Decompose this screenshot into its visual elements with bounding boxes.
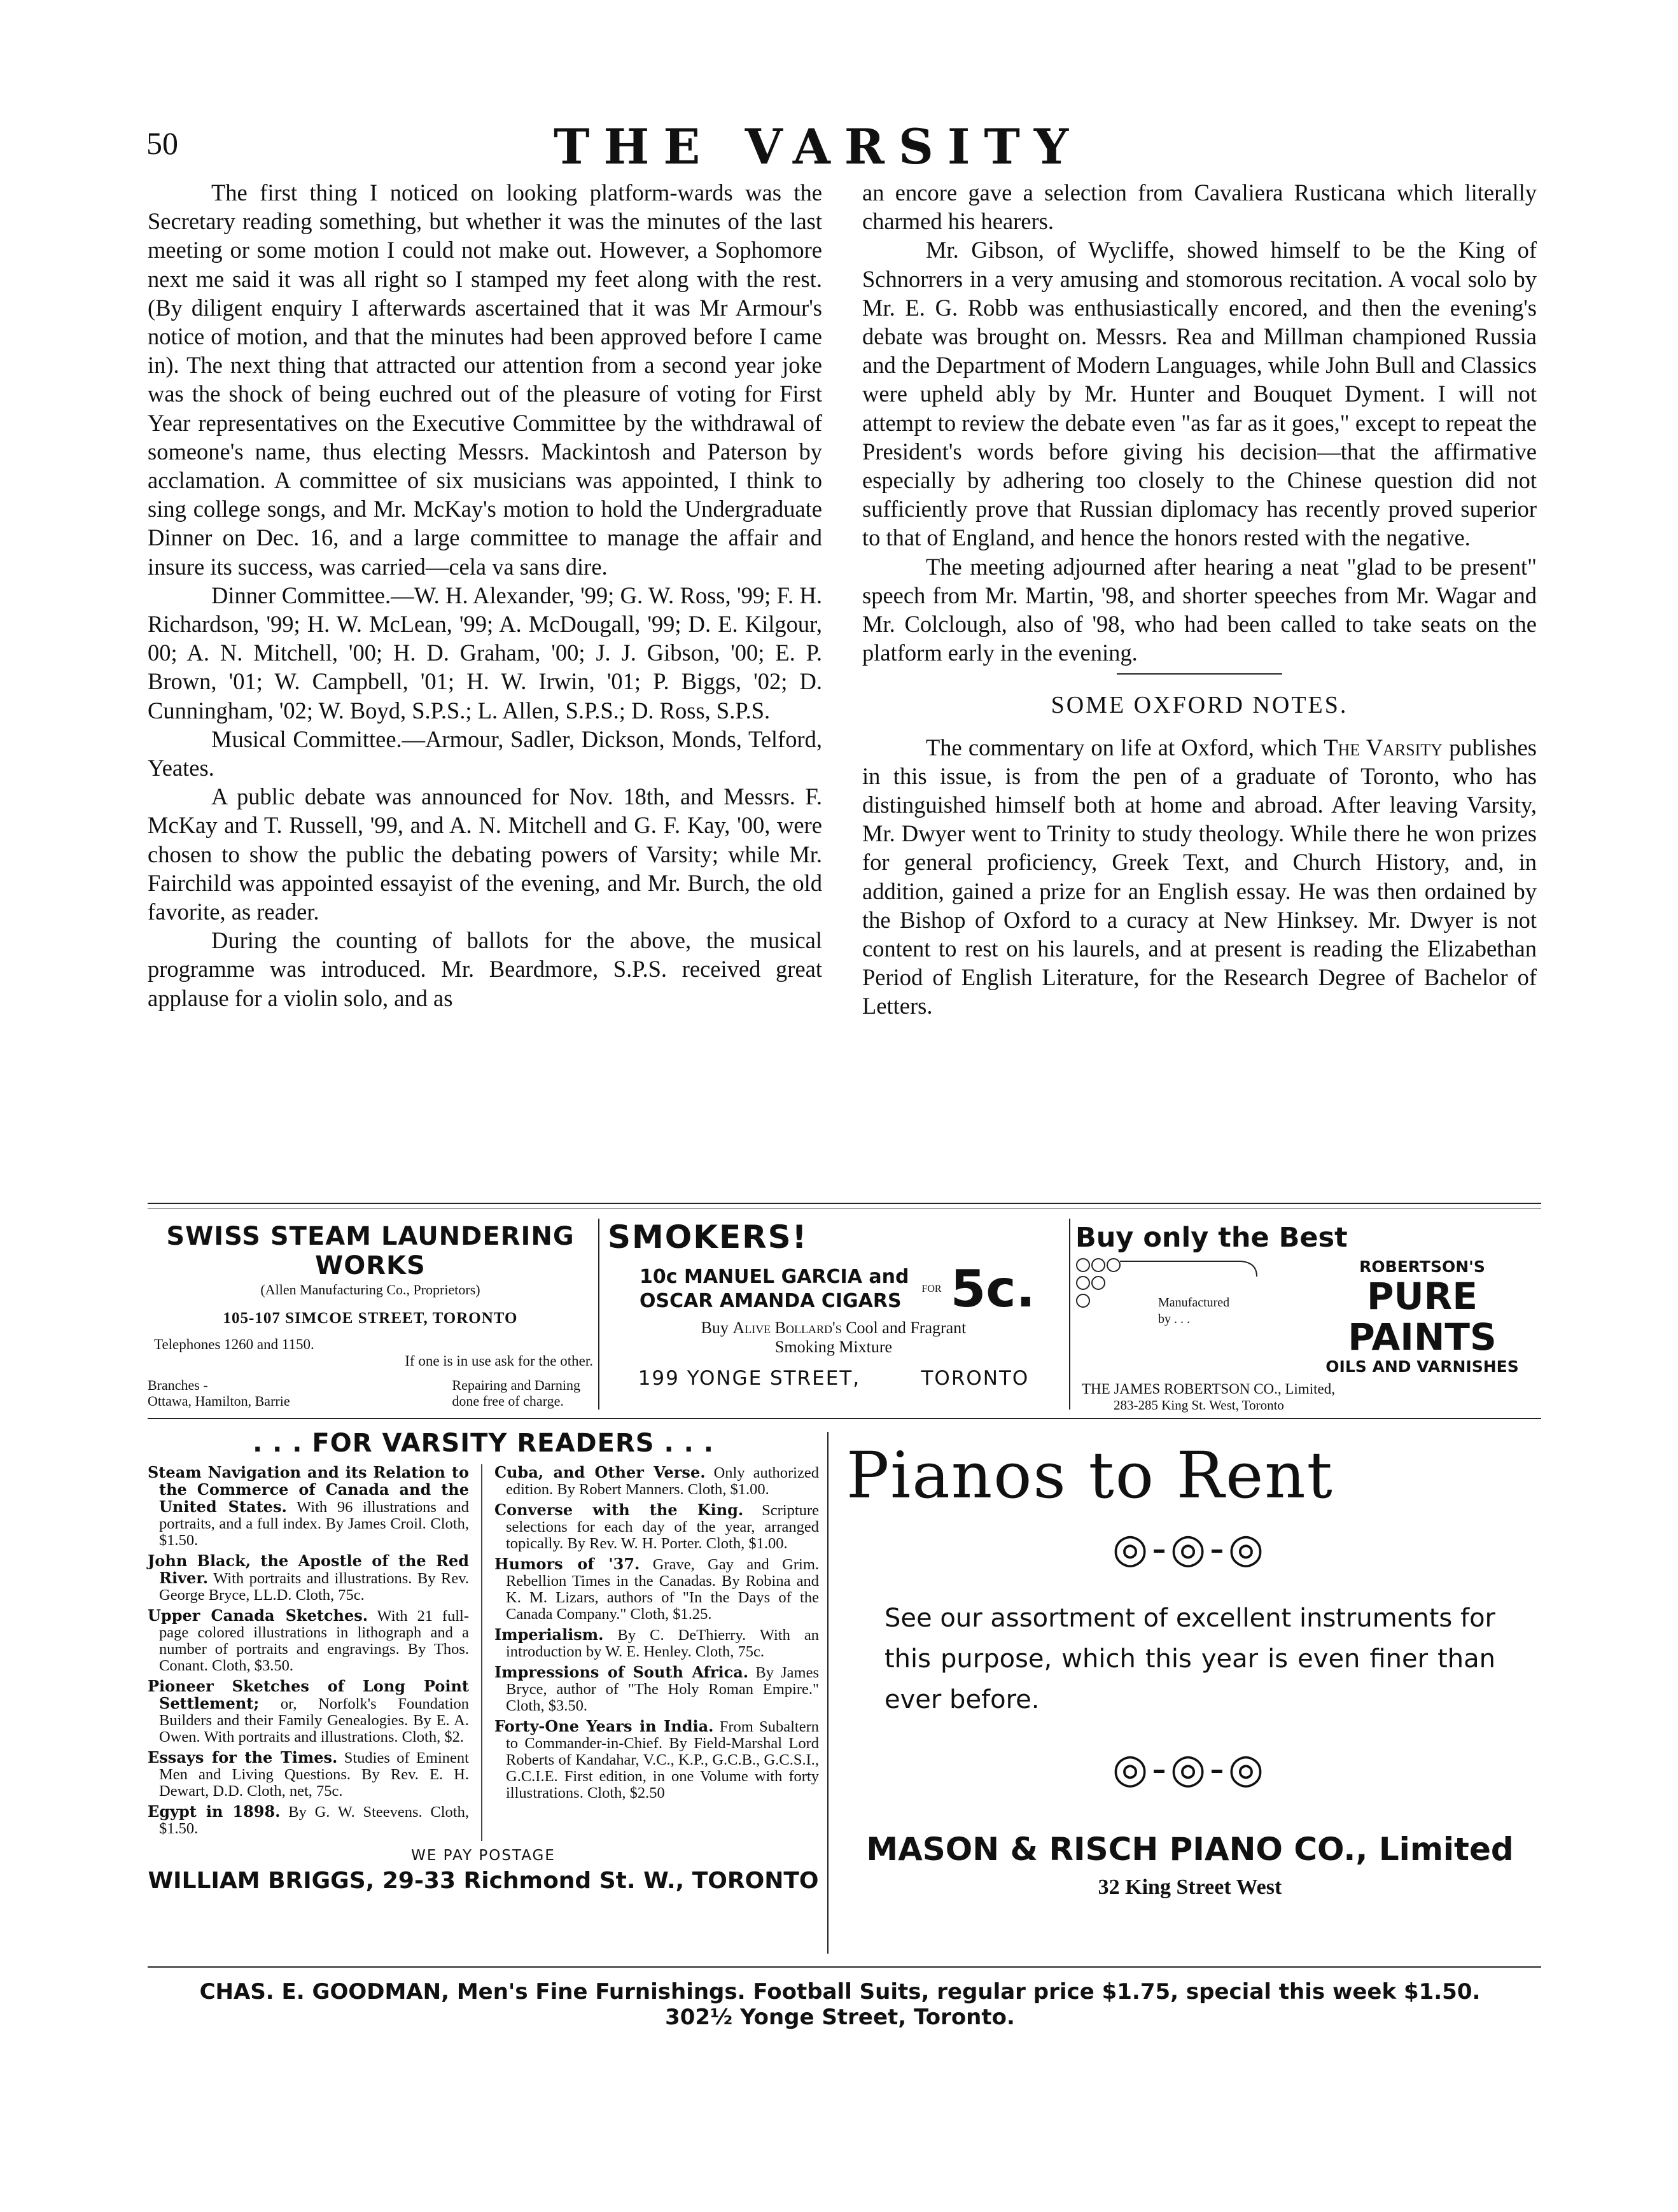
paragraph: Mr. Gibson, of Wycliffe, showed himself to be the King of Schnorrers in a very amusing and stomorous recitation. A vocal solo by Mr. E. G. Robb was enthusiastically encored, and then the evening's debate was brought on. Messrs. Rea and Millman championed Russia and the Department of Modern Languages, while John Bull and Classics were upheld ably by Mr. Hunter and Bouquet Dyment. I will not attempt to review the debate even "as far as it goes," except to repeat the President's words before giving his decision—that the affirmative especially by adhering too closely to the Chinese question did not sufficiently prove that Russian diplomacy has recently proved superior to that of England, and hence the honors rested with the negative. bbox=[862, 237, 1537, 551]
ad-pianos bbox=[840, 1438, 1540, 1900]
book-entry bbox=[494, 1718, 819, 1802]
company: MASON & RISCH PIANO CO., Limited bbox=[866, 1831, 1514, 1868]
paragraph: A public debate was announced for Nov. 18th, and Messrs. F. McKay and T. Russell, '99, and A. N. Mitchell and G. F. Kay, '00, were chosen to show the public the debating powers of Varsity; while Mr. Fairchild was appointed essayist of the evening, and Mr. Burch, the old favorite, as reader. bbox=[148, 783, 822, 925]
book-list-left bbox=[148, 1464, 469, 1841]
book-title: Steam Navigation and its Relation to the Commerce of Canada and the United States. bbox=[148, 1463, 469, 1516]
book-title: Pioneer Sketches of Long Point Settlement; bbox=[148, 1677, 469, 1712]
book-title: Forty-One Years in India. bbox=[494, 1717, 714, 1735]
masthead: THE VARSITY bbox=[554, 118, 1083, 175]
book-entry bbox=[494, 1627, 819, 1660]
text-span: publishes in this issue, is from the pen of a graduate of Toronto, who has distinguished himself both at home and abroad. After leaving Varsity, Mr. Dwyer went to Trinity to study theology. While there he won prizes for general proficiency, Greek Text, and Church History, and, in addition, gained a prize for an English essay. He was then ordained by the Bishop of Oxford to a curacy at New Hinksey. Mr. Dwyer is not content to rest on his laurels, and at present is reading the Elizabethan Period of English Literature, for the Research Degree of Bachelor of Letters. bbox=[862, 734, 1537, 1019]
book-title: Imperialism. bbox=[494, 1625, 604, 1644]
branches-label: Branches - bbox=[148, 1377, 208, 1393]
postage-note: WE PAY POSTAGE bbox=[411, 1847, 556, 1864]
book-title: Egypt in 1898. bbox=[148, 1802, 281, 1821]
address: 32 King Street West bbox=[1098, 1875, 1282, 1899]
mixture-name: Smoking Mixture bbox=[774, 1338, 893, 1356]
book-entry bbox=[148, 1803, 469, 1837]
book-entry bbox=[148, 1749, 469, 1800]
product: PURE PAINTS bbox=[1348, 1275, 1497, 1359]
ad-repair bbox=[452, 1377, 593, 1409]
book-entry bbox=[148, 1553, 469, 1604]
paragraph: The first thing I noticed on looking platform-wards was the Secretary reading something, but whether it was the minutes of the last meeting or some motion I could not make out. However, a Sophomore next me said it was all right so I stamped my feet along with the rest. (By diligent enquiry I afterwards ascertained that it was Mr Armour's notice of motion, and that the minutes had been approved before I came in). The next thing that attracted our attention from a second year joke was the shock of being euchred out of the pleasure of voting for First Year representatives on the Executive Committee by the withdrawal of someone's name, thus electing Messrs. Mackintosh and Paterson by acclamation. A committee of six musicians was appointed, I think to sing college songs, and Mr. McKay's motion to hold the Undergraduate Dinner on Dec. 16, and a large committee to manage the affair and insure its success, was carried—cela va sans dire. bbox=[148, 179, 822, 580]
ad-subtitle: (Allen Manufacturing Co., Proprietors) bbox=[260, 1282, 480, 1298]
ad-band-bottom-rule bbox=[148, 1966, 1541, 1968]
book-description: Only authorized edition. By Robert Manners. Cloth, $1.00. bbox=[506, 1464, 819, 1498]
paragraph: an encore gave a selection from Cavaliera Rusticana which literally charmed his hearers. bbox=[862, 179, 1537, 235]
ad-title: Buy only the Best bbox=[1075, 1222, 1348, 1254]
paragraph: Dinner Committee.—W. H. Alexander, '99; G. W. Ross, '99; F. H. Richardson, '99; H. W. McLean, '99; A. McDougall, '99; D. E. Kilgour, 00; A. N. Mitchell, '00; H. D. Graham, '00; J. J. Gibson, '00; E. P. Brown, '01; W. Campbell, '01; H. W. Irwin, '01; P. Biggs, '02; D. Cunningham, '02; W. Boyd, S.P.S.; L. Allen, S.P.S.; D. Ross, S.P.S. bbox=[148, 582, 822, 724]
ad-body: See our assortment of excellent instruments for this purpose, which this year is even finer than ever before. bbox=[884, 1604, 1495, 1714]
city: TORONTO bbox=[921, 1367, 1030, 1390]
ad-note: If one is in use ask for the other. bbox=[405, 1353, 593, 1369]
book-description: Studies of Eminent Men and Living Questions. By Rev. E. H. Dewart, D.D. Cloth, net, 75c. bbox=[159, 1749, 469, 1800]
repair-line: Repairing and Darning bbox=[452, 1377, 580, 1393]
ornament-icon: ◎-◎-◎ bbox=[1112, 1525, 1268, 1572]
article-column-right bbox=[862, 178, 1537, 1021]
paragraph: Musical Committee.—Armour, Sadler, Dickson, Monds, Telford, Yeates. bbox=[148, 725, 822, 781]
section-rule bbox=[1117, 673, 1282, 675]
book-entry bbox=[148, 1678, 469, 1746]
book-description: or, Norfolk's Foundation Builders and their Family Genealogies. By E. A. Owen. With portraits and illustrations. Cloth, $2. bbox=[159, 1695, 469, 1746]
ad-divider bbox=[1069, 1219, 1070, 1410]
ad-address: 105-107 SIMCOE STREET, TORONTO bbox=[223, 1310, 518, 1327]
ad-line: CHAS. E. GOODMAN, Men's Fine Furnishings. Football Suits, regular price $1.75, special this week $1.50. bbox=[199, 1979, 1481, 2005]
ad-line: 302½ Yonge Street, Toronto. bbox=[665, 2005, 1015, 2030]
price: 5c. bbox=[950, 1259, 1036, 1319]
ad-branches bbox=[148, 1377, 290, 1409]
book-title: John Black, the Apostle of the Red River. bbox=[148, 1551, 469, 1587]
ornament-icon: ◎-◎-◎ bbox=[1112, 1746, 1268, 1793]
book-title: Upper Canada Sketches. bbox=[148, 1606, 368, 1625]
branches-list: Ottawa, Hamilton, Barrie bbox=[148, 1393, 290, 1409]
address: 283-285 King St. West, Toronto bbox=[1114, 1397, 1284, 1413]
book-entry bbox=[148, 1607, 469, 1674]
repair-line: done free of charge. bbox=[452, 1393, 564, 1409]
ad-briggs-books bbox=[148, 1429, 819, 1894]
ad-divider bbox=[598, 1219, 599, 1410]
ad-title: SWISS STEAM LAUNDERING WORKS bbox=[166, 1222, 575, 1280]
book-description: Grave, Gay and Grim. Rebellion Times in the Canadas. By Robina and K. M. Lizars, authors of "In the Days of the Canada Company." Cloth, $1.25. bbox=[506, 1556, 820, 1623]
book-title: Humors of '37. bbox=[494, 1555, 640, 1573]
book-description: By James Bryce, author of "The Holy Roman Empire." Cloth, $3.50. bbox=[506, 1664, 820, 1714]
book-entry bbox=[494, 1664, 819, 1714]
book-description: With 21 full-page colored illustrations in lithograph and a number of portraits and engravings. By Thos. Conant. Cloth, $3.50. bbox=[159, 1607, 469, 1674]
list-divider bbox=[481, 1464, 482, 1841]
article-column-left bbox=[148, 178, 822, 1012]
ad-goodman bbox=[127, 1979, 1553, 2030]
section-heading: SOME OXFORD NOTES. bbox=[1051, 692, 1348, 719]
publication-name: The Varsity bbox=[1324, 734, 1443, 760]
book-entry bbox=[494, 1464, 819, 1498]
paragraph: The meeting adjourned after hearing a neat "glad to be present" speech from Mr. Martin, '98, and shorter speeches from Mr. Wagar and Mr. Colclough, also of '98, who had been called to take seats on the platform early in the evening. bbox=[862, 553, 1537, 666]
book-entry bbox=[494, 1502, 819, 1552]
mfg-line: Manufactured bbox=[1158, 1296, 1230, 1310]
publisher-footer: WILLIAM BRIGGS, 29-33 Richmond St. W., TORONTO bbox=[148, 1868, 819, 1894]
brand-name: Alive Bollard's bbox=[732, 1319, 842, 1337]
page-number: 50 bbox=[146, 125, 178, 161]
book-list-right bbox=[494, 1464, 819, 1841]
ad-swiss-laundry bbox=[148, 1222, 593, 1409]
book-title: Converse with the King. bbox=[494, 1501, 744, 1519]
ad-paints bbox=[1075, 1222, 1540, 1413]
text-span: Cool and Fragrant bbox=[841, 1319, 967, 1337]
book-entry bbox=[148, 1464, 469, 1549]
book-description: With 96 illustrations and portraits, and a full index. By James Croil. Cloth, $1.50. bbox=[159, 1499, 469, 1549]
book-title: Impressions of South Africa. bbox=[494, 1663, 749, 1681]
book-title: Essays for the Times. bbox=[148, 1748, 338, 1767]
street: 199 YONGE STREET, bbox=[638, 1367, 861, 1390]
for-label: FOR bbox=[921, 1283, 942, 1294]
book-entry bbox=[494, 1556, 819, 1623]
ad-title: Pianos to Rent bbox=[846, 1438, 1334, 1513]
book-description: By G. W. Steevens. Cloth, $1.50. bbox=[159, 1803, 469, 1837]
mfg-line: by . . . bbox=[1158, 1312, 1190, 1326]
mixture-line bbox=[608, 1319, 1059, 1338]
company: THE JAMES ROBERTSON CO., Limited, bbox=[1082, 1381, 1335, 1397]
book-title: Cuba, and Other Verse. bbox=[494, 1463, 706, 1481]
product-sub: OILS AND VARNISHES bbox=[1325, 1357, 1519, 1376]
ad-divider bbox=[827, 1432, 829, 1954]
paragraph bbox=[862, 733, 1537, 1021]
ad-band-top-rule bbox=[148, 1203, 1541, 1204]
book-description: From Subaltern to Commander-in-Chief. By Field-Marshal Lord Roberts of Kandahar, V.C., K.P., G.C.B., G.C.S.I., G.C.I.E. First edition, in one Volume with forty illustrations. Cloth, $2.50 bbox=[506, 1718, 819, 1802]
brand: ROBERTSON'S bbox=[1359, 1257, 1485, 1276]
text-span: The commentary on life at Oxford, which bbox=[926, 734, 1324, 760]
paragraph: During the counting of ballots for the above, the musical programme was introduced. Mr. Beardmore, S.P.S. received great applause for a violin solo, and as bbox=[148, 927, 822, 1011]
ad-smokers bbox=[608, 1219, 1059, 1390]
book-description: Scripture selections for each day of the year, arranged topically. By Rev. W. H. Porter. Cloth, $1.00. bbox=[506, 1502, 819, 1552]
ad-band-mid-rule bbox=[148, 1418, 1541, 1419]
ad-title: . . . FOR VARSITY READERS . . . bbox=[253, 1429, 714, 1458]
ad-title: SMOKERS! bbox=[608, 1219, 808, 1256]
book-description: With portraits and illustrations. By Rev. George Bryce, LL.D. Cloth, 75c. bbox=[159, 1570, 469, 1604]
text-span: Buy bbox=[701, 1319, 733, 1337]
ad-phones: Telephones 1260 and 1150. bbox=[154, 1336, 314, 1352]
cigar-line: 10c MANUEL GARCIA and bbox=[640, 1265, 909, 1288]
book-description: By C. DeThierry. With an introduction by W. E. Henley. Cloth, 75c. bbox=[506, 1627, 819, 1660]
cigar-line: OSCAR AMANDA CIGARS bbox=[640, 1289, 902, 1312]
